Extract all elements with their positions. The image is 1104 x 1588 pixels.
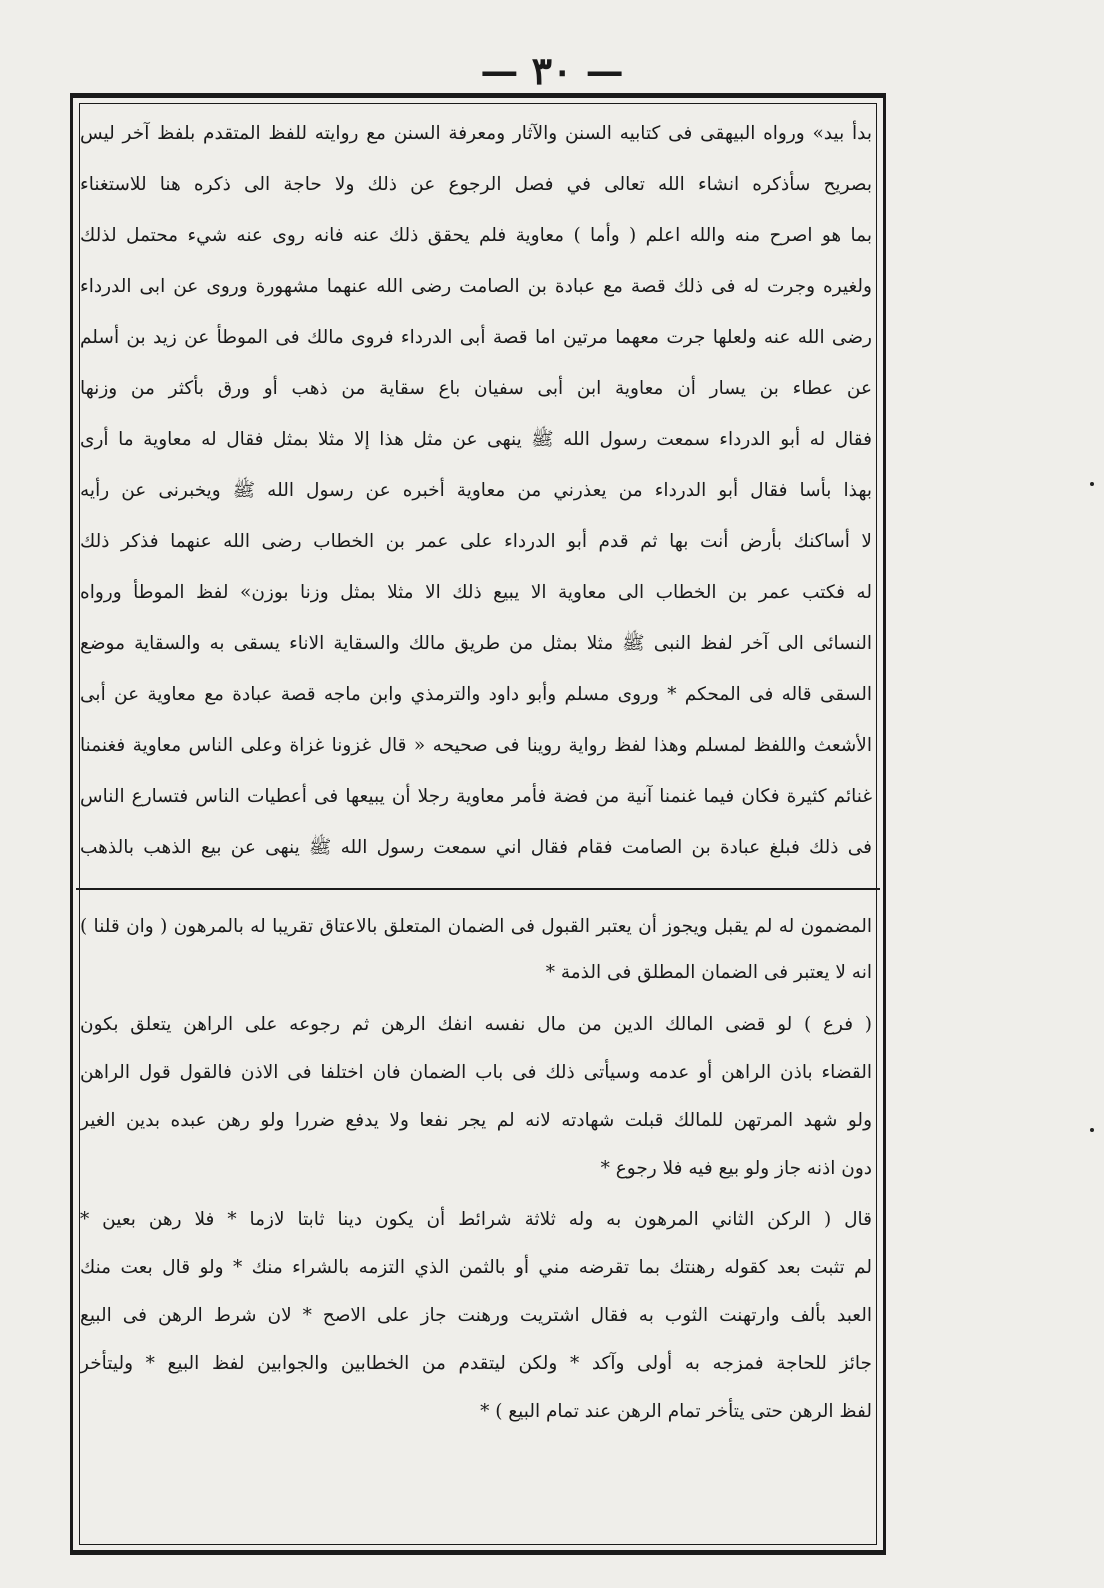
main-line: بهذا بأسا فقال أبو الدرداء من يعذرني من معاوية أخبره عن رسول الله ﷺ ويخبرنى عن رأيه xyxy=(80,480,872,501)
main-line: الأشعث واللفظ لمسلم وهذا لفظ رواية روينا فى صحيحه « قال غزونا غزاة وعلى الناس معاوية فغنمنا xyxy=(80,735,872,756)
margin-mark xyxy=(1090,1128,1094,1132)
commentary-text xyxy=(80,905,872,1545)
commentary-line: انه لا يعتبر فى الضمان المطلق فى الذمة * xyxy=(545,962,872,983)
main-line: لا أساكنك بأرض أنت بها ثم قدم أبو الدرداء على عمر بن الخطاب رضى الله عنهما فذكر ذلك xyxy=(80,531,872,552)
main-line: فقال له أبو الدرداء سمعت رسول الله ﷺ ينهى عن مثل هذا إلا مثلا بمثل فقال له معاوية ما أرى xyxy=(80,429,872,450)
margin-mark xyxy=(1090,482,1094,486)
commentary-line: ( فرع ) لو قضى المالك الدين من مال نفسه انفك الرهن ثم رجوعه على الراهن يتعلق بكون xyxy=(80,1014,872,1035)
main-line: رضى الله عنه ولعلها جرت معهما مرتين اما قصة أبى الدرداء فروى مالك فى الموطأ عن زيد بن أسلم xyxy=(80,327,872,348)
commentary-line: لم تثبت بعد كقوله رهنتك بما تقرضه مني أو بالثمن الذي التزمه بالشراء منك * ولو قال بعت منك xyxy=(80,1257,872,1278)
commentary-line: العبد بألف وارتهنت الثوب به فقال اشتريت ورهنت جاز على الاصح * لان شرط الرهن فى البيع xyxy=(80,1305,872,1326)
main-line: بصريح سأذكره انشاء الله تعالى في فصل الرجوع عن ذلك ولا حاجة الى ذكره هنا للاستغناء xyxy=(80,174,872,195)
main-line: ولغيره وجرت له فى ذلك قصة مع عبادة بن الصامت رضى الله عنهما مشهورة وروى عن ابى الدرداء xyxy=(80,276,872,297)
page-number: — ٣٠ — xyxy=(480,48,624,93)
main-line: السقى قاله فى المحكم * وروى مسلم وأبو داود والترمذي وابن ماجه قصة عبادة مع معاوية عن أبى xyxy=(80,684,872,705)
commentary-line: لفظ الرهن حتى يتأخر تمام الرهن عند تمام البيع ) * xyxy=(480,1401,872,1422)
main-line: غنائم كثيرة فكان فيما غنمنا آنية من فضة فأمر معاوية رجلا أن يبيعها فى أعطيات الناس فتسارع الناس xyxy=(80,786,872,807)
main-line: بدأ بيد» ورواه البيهقى فى كتابيه السنن والآثار ومعرفة السنن مع روايته للفظ المتقدم بلفظ آخر ليس xyxy=(80,123,872,144)
main-line: فى ذلك فبلغ عبادة بن الصامت فقام فقال اني سمعت رسول الله ﷺ ينهى عن بيع الذهب بالذهب xyxy=(80,837,872,858)
commentary-line: قال ( الركن الثاني المرهون به وله ثلاثة شرائط أن يكون دينا ثابتا لازما * فلا رهن بعين * xyxy=(80,1209,872,1230)
commentary-line: جائز للحاجة فمزجه به أولى وآكد * ولكن ليتقدم من الخطابين والجوابين لفظ البيع * وليتأخر xyxy=(80,1353,872,1374)
main-line: النسائى الى آخر لفظ النبى ﷺ مثلا بمثل من طريق مالك والسقاية الاناء يسقى به والسقاية موضع xyxy=(80,633,872,654)
commentary-line: القضاء باذن الراهن أو عدمه وسيأتى ذلك فى باب الضمان فان اختلفا فى الاذن فالقول قول الراهن xyxy=(80,1062,872,1083)
main-line: له فكتب عمر بن الخطاب الى معاوية الا يبيع ذلك الا مثلا بمثل وزنا بوزن» لفظ الموطأ ورواه xyxy=(80,582,872,603)
commentary-line: المضمون له لم يقبل ويجوز أن يعتبر القبول فى الضمان المتعلق بالاعتاق تقريبا له بالمرهون ( وان قلنا ) xyxy=(80,916,872,937)
main-line: بما هو اصرح منه والله اعلم ( وأما ) معاوية فلم يحقق ذلك عنه فانه روى عنه شيء محتمل لذلك xyxy=(80,225,872,246)
commentary-line: دون اذنه جاز ولو بيع فيه فلا رجوع * xyxy=(600,1158,872,1179)
footnote-separator xyxy=(76,888,880,890)
main-text xyxy=(80,112,872,882)
commentary-line: ولو شهد المرتهن للمالك قبلت شهادته لانه لم يجر نفعا ولا يدفع ضررا ولو رهن عبده بدين الغير xyxy=(80,1110,872,1131)
main-line: عن عطاء بن يسار أن معاوية ابن أبى سفيان باع سقاية من ذهب أو ورق بأكثر من وزنها xyxy=(80,378,872,399)
